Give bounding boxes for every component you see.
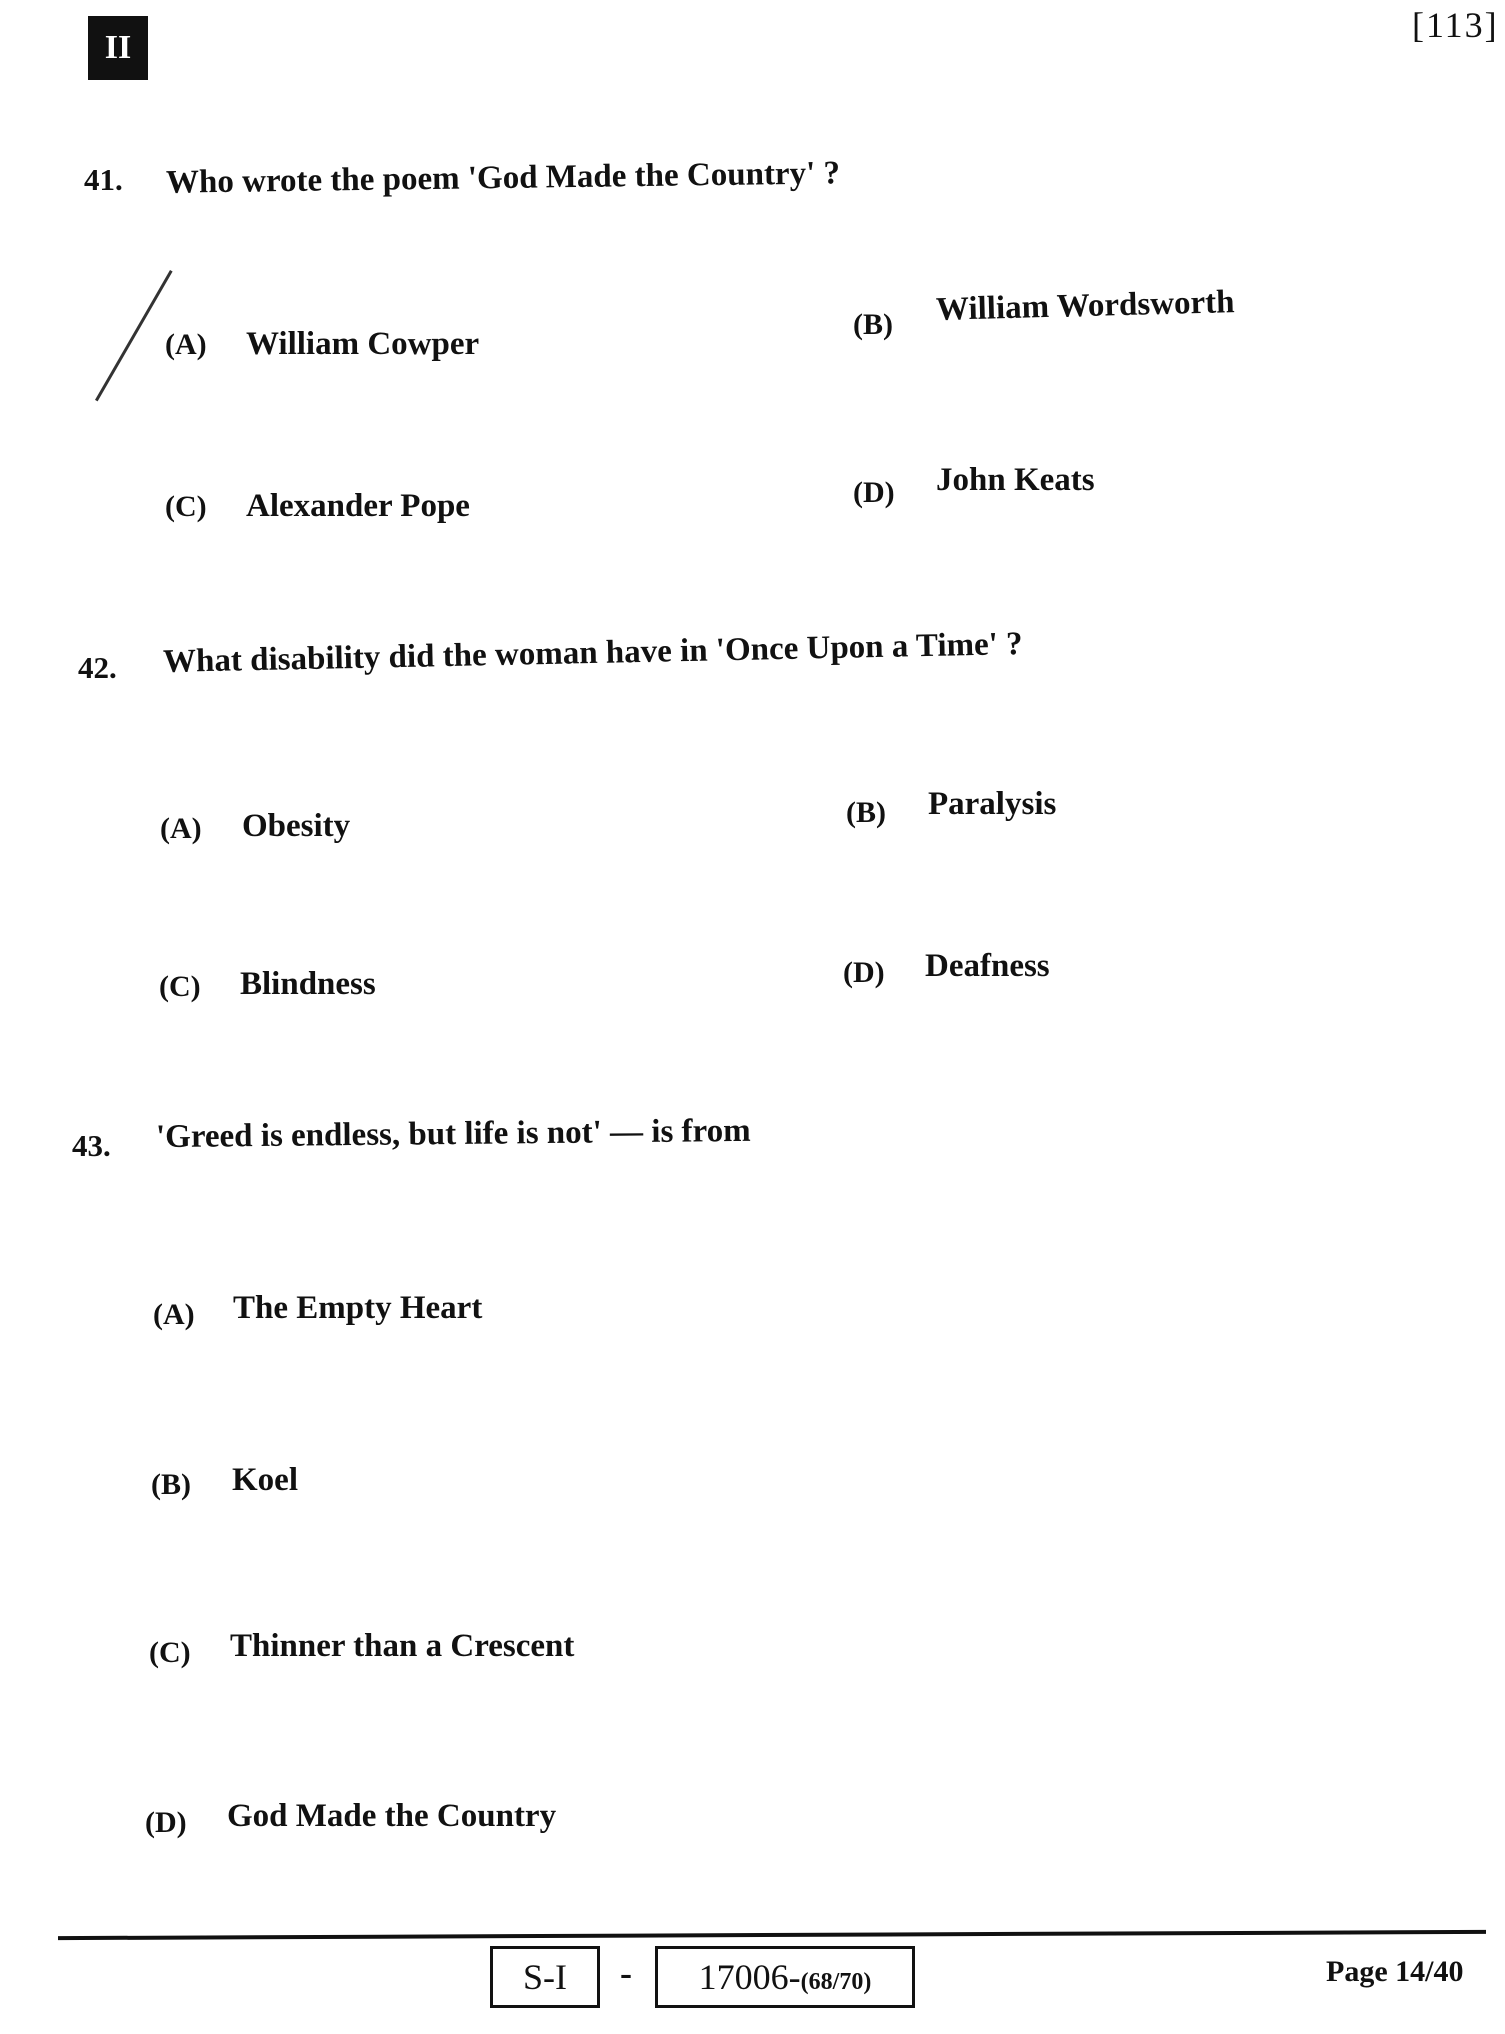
option-label: (B) [853, 308, 893, 341]
option-text: Deafness [925, 948, 1050, 984]
question-text: What disability did the woman have in 'Once Upon a Time' ? [162, 626, 1023, 680]
question-text: Who wrote the poem 'God Made the Country' ? [165, 155, 841, 201]
option-text: John Keats [936, 462, 1095, 498]
paper-code: 17006- [698, 1957, 801, 1997]
option-text: Koel [232, 1462, 298, 1498]
corner-mark: [113] [1412, 5, 1499, 45]
paper-code-box [655, 1946, 915, 2008]
option-label: (C) [159, 970, 201, 1003]
question-number: 42. [78, 650, 117, 685]
set-code-box: S-I [490, 1946, 600, 2008]
option-text: Paralysis [928, 786, 1057, 822]
option-text: Blindness [240, 966, 376, 1002]
option-text: The Empty Heart [233, 1290, 483, 1326]
footer-divider [58, 1930, 1486, 1940]
option-label: (B) [846, 796, 886, 829]
option-label: (D) [145, 1806, 187, 1839]
option-text: Thinner than a Crescent [230, 1628, 575, 1664]
question-number: 41. [84, 162, 123, 197]
option-label: (A) [165, 328, 207, 361]
option-text: Alexander Pope [246, 488, 470, 524]
question-text: 'Greed is endless, but life is not' — is from [155, 1112, 751, 1156]
option-label: (D) [843, 956, 885, 989]
option-label: (A) [160, 812, 202, 845]
option-text: Obesity [242, 808, 351, 844]
option-text: William Cowper [246, 326, 480, 362]
footer-dash: - [620, 1953, 632, 1993]
option-label: (C) [149, 1636, 191, 1669]
option-label: (A) [153, 1298, 195, 1331]
option-label: (D) [853, 476, 895, 509]
question-number: 43. [72, 1128, 111, 1163]
option-text: William Wordsworth [935, 284, 1235, 328]
option-label: (C) [165, 490, 207, 523]
option-label: (B) [151, 1468, 191, 1501]
section-badge: II [88, 16, 148, 80]
answer-tick-mark [95, 270, 173, 401]
page-number: Page 14/40 [1326, 1955, 1464, 1988]
paper-code-suffix: (68/70) [800, 1969, 872, 1995]
option-text: God Made the Country [227, 1798, 557, 1834]
